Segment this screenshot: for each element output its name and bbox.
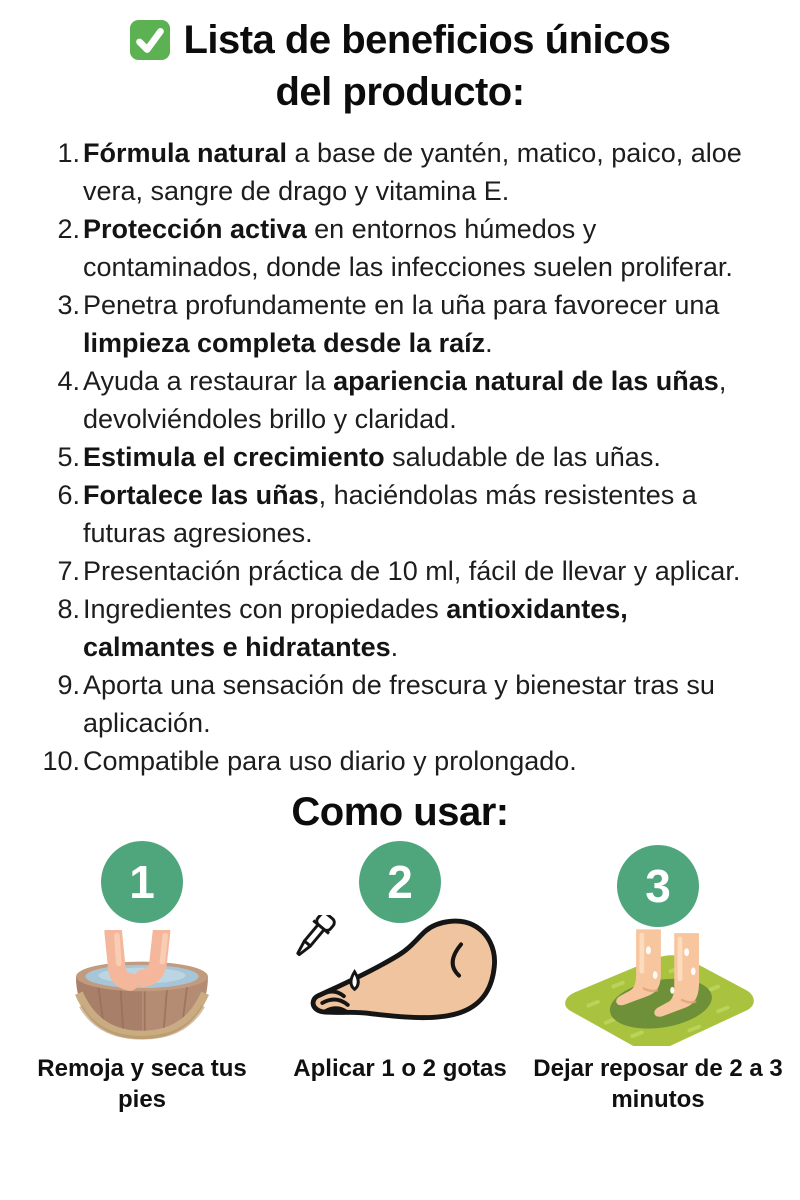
benefit-text [80,438,765,476]
step-number: 3 [645,859,671,912]
benefit-text [80,590,765,666]
step-2-number-badge [359,841,441,923]
feet-on-mat-illustration [556,929,761,1046]
benefit-text-pre: Compatible para uso diario y prolongado. [83,746,577,776]
benefits-list [30,134,766,780]
dropper-foot-illustration [295,925,505,1047]
benefit-text [80,134,765,210]
benefit-text-pre: Ingredientes con propiedades [83,594,447,624]
benefit-text-pre: Ayuda a restaurar la [83,366,334,396]
check-icon [129,19,171,61]
benefit-number: 9. [57,670,80,700]
benefit-text-post: , haciéndolas más resistentes a futuras agresiones. [83,480,697,548]
benefit-item-9 [30,666,766,742]
benefit-text-bold: limpieza completa desde la raíz [83,328,486,358]
benefit-item-7 [30,552,766,590]
benefit-number: 8. [57,594,80,624]
step-3-stack [556,843,761,1047]
benefit-text-bold: Fórmula natural [83,138,288,168]
benefit-item-1 [30,134,766,210]
benefit-item-8 [30,590,766,666]
title-text-line2: del producto: [275,70,525,114]
benefit-text-post: , devolviéndoles brillo y claridad. [83,366,727,434]
benefit-item-3 [30,286,766,362]
benefit-item-4 [30,362,766,438]
benefit-text-post: en entornos húmedos y contaminados, donde las infecciones suelen proliferar. [83,214,733,282]
benefit-text-pre: Presentación práctica de 10 ml, fácil de llevar y aplicar. [83,556,741,586]
benefit-item-10 [30,742,766,780]
benefit-text [80,666,765,742]
benefit-number: 1. [57,138,80,168]
benefit-text-bold: Protección activa [83,214,307,244]
step-2 [272,841,528,1115]
step-1-caption: Remoja y seca tus pies [37,1055,247,1113]
step-1 [14,841,270,1115]
benefit-text-post: a base de yantén, matico, paico, aloe vera, sangre de drago y vitamina E. [83,138,742,206]
step-3-caption: Dejar reposar de 2 a 3 minutos [533,1055,783,1113]
feet-soaking-tub-illustration [63,925,221,1047]
benefit-text [80,362,765,438]
benefit-number: 3. [57,290,80,320]
page-title [0,14,800,118]
step-3 [530,841,786,1115]
benefit-text [80,552,765,590]
benefit-item-2 [30,210,766,286]
step-1-number-badge [101,841,183,923]
benefit-number: 6. [57,480,80,510]
benefit-number: 5. [57,442,80,472]
how-to-heading: Como usar: [291,790,509,834]
step-2-caption: Aplicar 1 o 2 gotas [293,1055,507,1082]
title-line-1 [0,14,800,66]
benefit-text-post: saludable de las uñas. [384,442,661,472]
how-to-steps [0,841,800,1115]
benefit-number: 7. [57,556,80,586]
benefit-number: 2. [57,214,80,244]
benefit-number: 4. [57,366,80,396]
step-3-number-badge [617,845,699,927]
benefit-text-pre: Penetra profundamente en la uña para favorecer una [83,290,720,320]
title-text-line1: Lista de beneficios únicos [183,18,671,62]
step-number: 2 [387,856,413,908]
benefit-text-post: . [390,632,399,662]
benefit-text [80,286,765,362]
benefit-text-bold: Fortalece las uñas [83,480,319,510]
benefit-text [80,476,765,552]
benefit-text [80,742,765,780]
benefit-text [80,210,765,286]
step-number: 1 [129,856,155,908]
benefit-text-bold: apariencia natural de las uñas [333,366,719,396]
benefit-text-post: . [485,328,493,358]
benefit-text-pre: Aporta una sensación de frescura y bienestar tras su aplicación. [83,670,715,738]
benefit-text-bold: Estimula el crecimiento [83,442,385,472]
benefit-text-bold: antioxidantes, calmantes e hidratantes [83,594,628,662]
benefit-number: 10. [42,746,80,776]
benefit-item-5 [30,438,766,476]
benefit-item-6 [30,476,766,552]
